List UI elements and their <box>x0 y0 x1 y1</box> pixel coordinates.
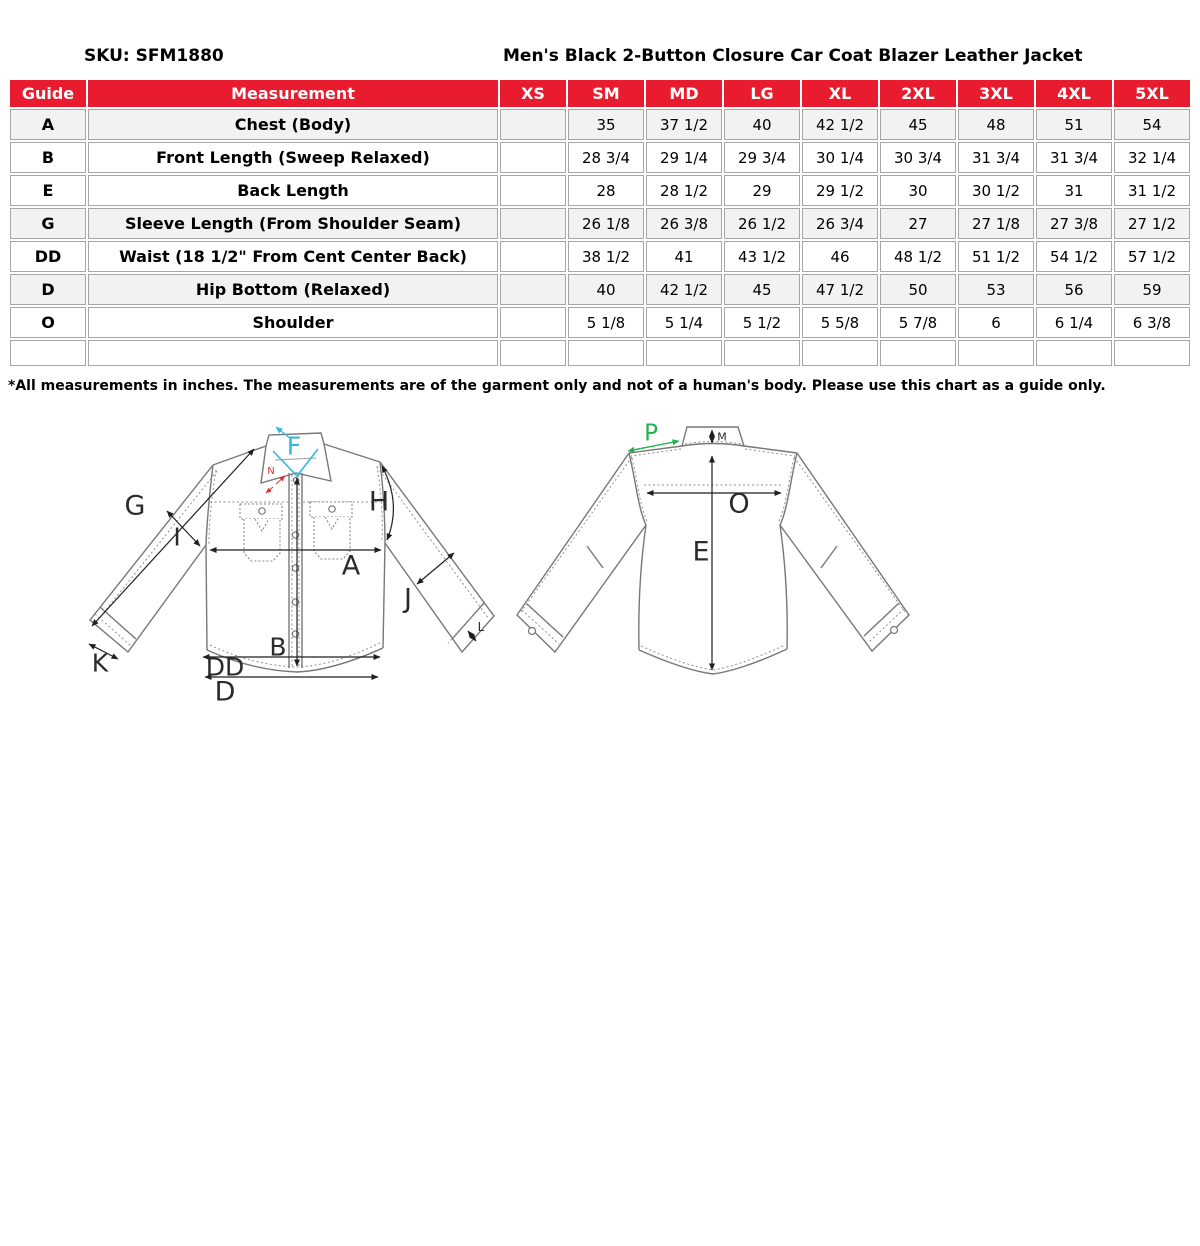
diagram-label-i: I <box>173 522 181 552</box>
value-cell: 42 1/2 <box>802 109 878 140</box>
value-cell <box>1114 340 1190 366</box>
value-cell: 42 1/2 <box>646 274 722 305</box>
diagram-label-g: G <box>124 490 146 522</box>
measurement-cell <box>88 340 498 366</box>
value-cell: 45 <box>724 274 800 305</box>
value-cell <box>880 340 956 366</box>
value-cell <box>568 340 644 366</box>
value-cell: 43 1/2 <box>724 241 800 272</box>
value-cell: 46 <box>802 241 878 272</box>
jacket-diagrams <box>0 420 1200 750</box>
value-cell: 5 1/8 <box>568 307 644 338</box>
guide-cell: B <box>10 142 86 173</box>
value-cell: 28 3/4 <box>568 142 644 173</box>
value-cell <box>1036 340 1112 366</box>
value-cell: 31 1/2 <box>1114 175 1190 206</box>
value-cell: 30 1/2 <box>958 175 1034 206</box>
value-cell: 28 1/2 <box>646 175 722 206</box>
value-cell: 41 <box>646 241 722 272</box>
value-cell: 29 <box>724 175 800 206</box>
value-cell <box>500 142 566 173</box>
value-cell: 37 1/2 <box>646 109 722 140</box>
value-cell: 5 7/8 <box>880 307 956 338</box>
back-jacket-drawing <box>505 420 935 692</box>
value-cell <box>500 241 566 272</box>
value-cell: 31 3/4 <box>958 142 1034 173</box>
value-cell: 48 1/2 <box>880 241 956 272</box>
diagram-label-l: L <box>477 620 485 634</box>
value-cell: 31 3/4 <box>1036 142 1112 173</box>
value-cell: 28 <box>568 175 644 206</box>
value-cell: 51 1/2 <box>958 241 1034 272</box>
value-cell: 38 1/2 <box>568 241 644 272</box>
value-cell: 40 <box>568 274 644 305</box>
size-table-header-row <box>10 80 1190 107</box>
value-cell <box>500 307 566 338</box>
value-cell: 6 <box>958 307 1034 338</box>
diagram-label-k: K <box>91 648 109 678</box>
back-measure-arrows <box>647 430 781 670</box>
table-row <box>10 340 1190 366</box>
value-cell: 27 1/2 <box>1114 208 1190 239</box>
value-cell: 47 1/2 <box>802 274 878 305</box>
diagram-label-m: M <box>717 430 727 444</box>
value-cell: 54 <box>1114 109 1190 140</box>
value-cell: 57 1/2 <box>1114 241 1190 272</box>
measurement-cell: Sleeve Length (From Shoulder Seam) <box>88 208 498 239</box>
table-row <box>10 142 1190 173</box>
value-cell: 26 3/8 <box>646 208 722 239</box>
table-row <box>10 274 1190 305</box>
value-cell: 54 1/2 <box>1036 241 1112 272</box>
value-cell <box>500 109 566 140</box>
column-header-sm: SM <box>568 80 644 107</box>
value-cell <box>646 340 722 366</box>
titlebar <box>0 46 1200 74</box>
front-jacket-diagram <box>70 420 510 712</box>
value-cell: 31 <box>1036 175 1112 206</box>
guide-cell: O <box>10 307 86 338</box>
back-outline <box>517 427 909 674</box>
size-table-body <box>10 109 1190 366</box>
column-header-2xl: 2XL <box>880 80 956 107</box>
column-header-md: MD <box>646 80 722 107</box>
table-row <box>10 109 1190 140</box>
value-cell: 32 1/4 <box>1114 142 1190 173</box>
value-cell: 26 1/8 <box>568 208 644 239</box>
value-cell: 27 3/8 <box>1036 208 1112 239</box>
value-cell: 5 5/8 <box>802 307 878 338</box>
value-cell: 29 1/2 <box>802 175 878 206</box>
column-header-3xl: 3XL <box>958 80 1034 107</box>
value-cell: 30 <box>880 175 956 206</box>
value-cell: 51 <box>1036 109 1112 140</box>
diagram-label-j: J <box>404 583 412 615</box>
value-cell: 6 1/4 <box>1036 307 1112 338</box>
value-cell <box>500 274 566 305</box>
table-row <box>10 307 1190 338</box>
guide-cell: E <box>10 175 86 206</box>
size-table <box>8 78 1192 368</box>
measurement-cell: Waist (18 1/2" From Cent Center Back) <box>88 241 498 272</box>
value-cell <box>802 340 878 366</box>
measurement-cell: Chest (Body) <box>88 109 498 140</box>
value-cell <box>500 175 566 206</box>
value-cell: 50 <box>880 274 956 305</box>
product-title: Men's Black 2-Button Closure Car Coat Blazer Leather Jacket <box>503 46 1083 66</box>
column-header-measurement: Measurement <box>88 80 498 107</box>
value-cell: 5 1/4 <box>646 307 722 338</box>
value-cell: 40 <box>724 109 800 140</box>
front-jacket-drawing <box>70 420 510 712</box>
column-header-5xl: 5XL <box>1114 80 1190 107</box>
diagram-label-e: E <box>692 536 710 568</box>
value-cell: 30 1/4 <box>802 142 878 173</box>
diagram-label-f: F <box>286 431 302 461</box>
sku-label: SKU: SFM1880 <box>84 46 224 66</box>
guide-cell: G <box>10 208 86 239</box>
guide-cell: DD <box>10 241 86 272</box>
value-cell <box>500 340 566 366</box>
value-cell: 30 3/4 <box>880 142 956 173</box>
value-cell: 26 3/4 <box>802 208 878 239</box>
value-cell: 26 1/2 <box>724 208 800 239</box>
measurement-cell: Back Length <box>88 175 498 206</box>
column-header-xs: XS <box>500 80 566 107</box>
value-cell: 56 <box>1036 274 1112 305</box>
table-row <box>10 175 1190 206</box>
value-cell <box>724 340 800 366</box>
diagram-label-dd: DD <box>205 652 245 682</box>
measurement-cell: Front Length (Sweep Relaxed) <box>88 142 498 173</box>
back-stitching <box>521 442 905 671</box>
diagram-label-o: O <box>728 488 750 520</box>
value-cell <box>958 340 1034 366</box>
value-cell <box>500 208 566 239</box>
guide-cell <box>10 340 86 366</box>
diagram-label-p: P <box>644 420 658 447</box>
value-cell: 29 3/4 <box>724 142 800 173</box>
column-header-lg: LG <box>724 80 800 107</box>
measurements-footnote: *All measurements in inches. The measurements are of the garment only and not of a human's body. Please use this chart as a guide only. <box>8 378 1106 394</box>
front-collar <box>261 433 331 483</box>
value-cell: 59 <box>1114 274 1190 305</box>
column-header-xl: XL <box>802 80 878 107</box>
value-cell: 29 1/4 <box>646 142 722 173</box>
diagram-label-a: A <box>341 550 361 582</box>
value-cell: 6 3/8 <box>1114 307 1190 338</box>
measurement-cell: Shoulder <box>88 307 498 338</box>
diagram-label-h: H <box>368 486 390 518</box>
diagram-label-d: D <box>214 676 236 708</box>
measurement-cell: Hip Bottom (Relaxed) <box>88 274 498 305</box>
value-cell: 48 <box>958 109 1034 140</box>
column-header-guide: Guide <box>10 80 86 107</box>
value-cell: 35 <box>568 109 644 140</box>
guide-cell: A <box>10 109 86 140</box>
value-cell: 27 <box>880 208 956 239</box>
table-row <box>10 208 1190 239</box>
back-jacket-diagram <box>505 420 935 692</box>
back-cuff-buttons <box>529 627 898 635</box>
table-row <box>10 241 1190 272</box>
diagram-label-n: N <box>267 466 275 477</box>
diagram-label-b: B <box>269 632 287 662</box>
value-cell: 5 1/2 <box>724 307 800 338</box>
value-cell: 53 <box>958 274 1034 305</box>
column-header-4xl: 4XL <box>1036 80 1112 107</box>
value-cell: 45 <box>880 109 956 140</box>
front-measure-arrows <box>89 449 476 677</box>
value-cell: 27 1/8 <box>958 208 1034 239</box>
guide-cell: D <box>10 274 86 305</box>
